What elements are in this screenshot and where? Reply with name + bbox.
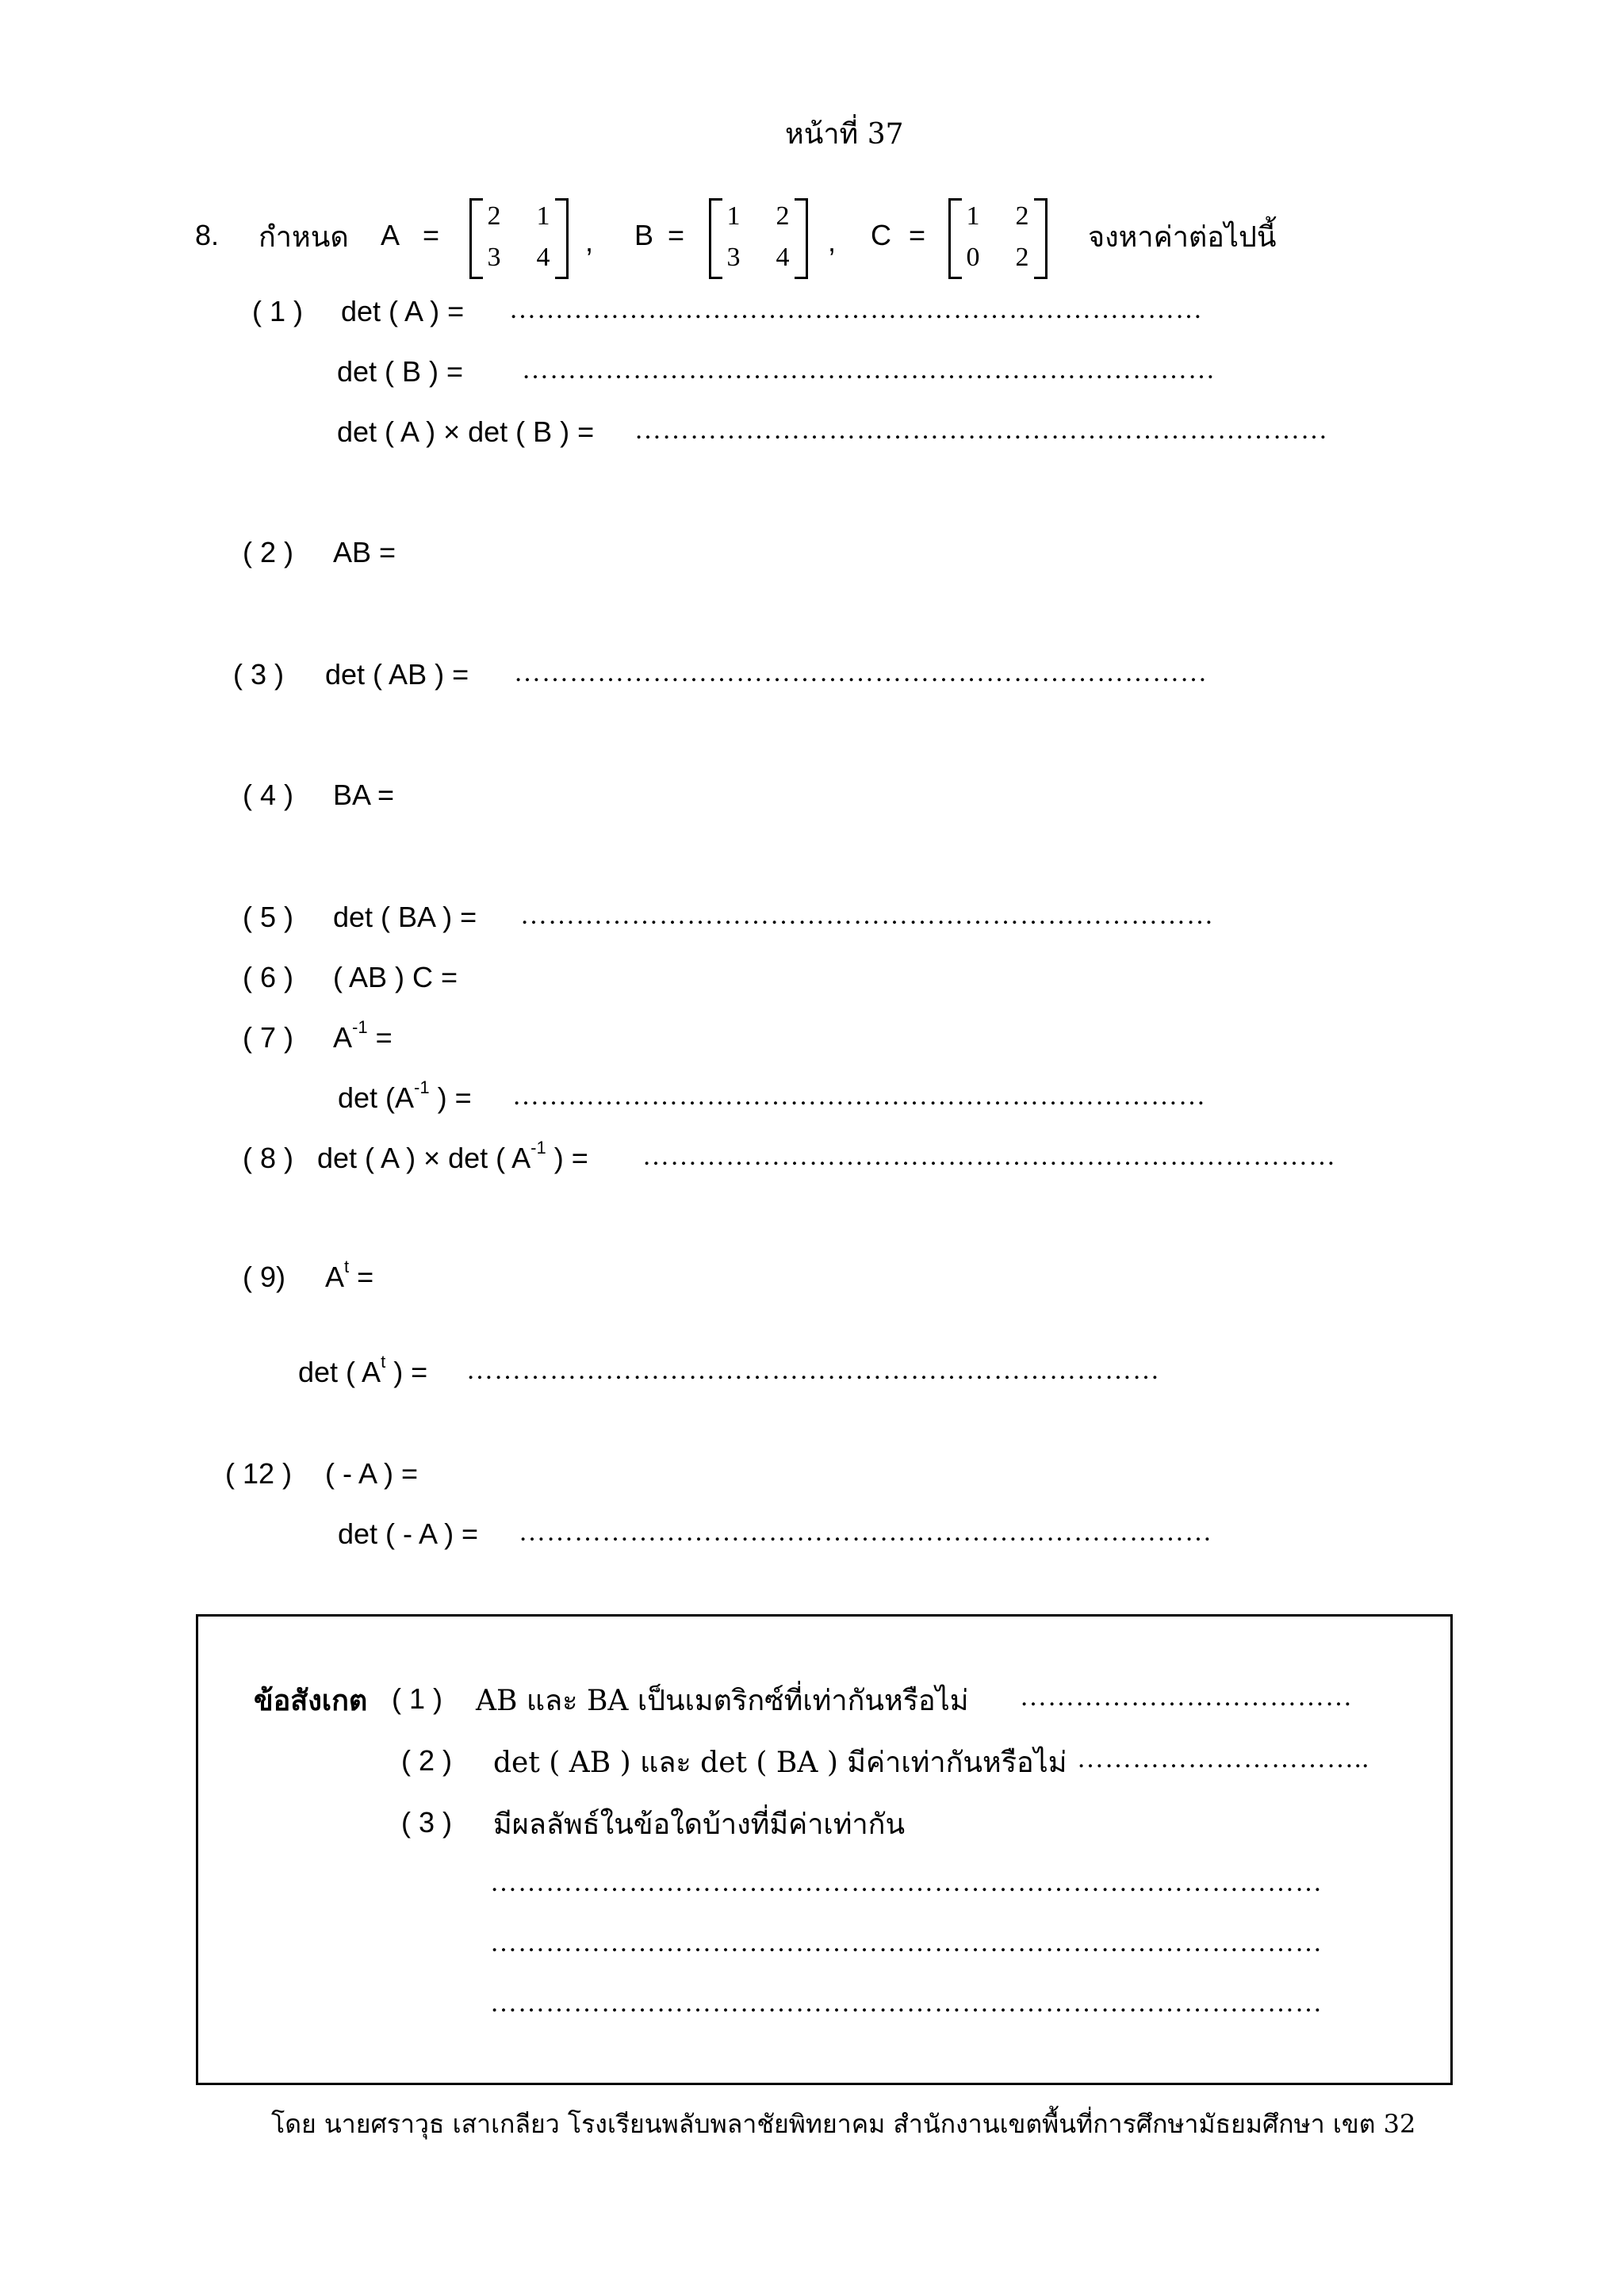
item-5-expression: det ( BA ) = (333, 901, 477, 933)
item-12-expression: ( - A ) = (325, 1457, 419, 1490)
matrix-a-equals: = (423, 219, 440, 251)
matrix-c-cell: 0 (966, 243, 980, 272)
matrix-c-name: C (871, 219, 891, 251)
answer-dots: ………………………………………………………………… (520, 901, 1214, 930)
item-1c-expression: det ( A ) × det ( B ) = (337, 415, 595, 448)
item-label: ( 3 ) (233, 658, 285, 691)
matrix-b-cell: 3 (726, 243, 741, 272)
matrix-c-cell: 1 (966, 201, 980, 231)
item-6-expression: ( AB ) C = (333, 961, 458, 993)
item-label: ( 9) (243, 1261, 285, 1293)
observation-q2: det ( AB ) และ det ( BA ) มีค่าเท่ากันหรือไม่ (493, 1747, 1067, 1779)
item-2-expression: AB = (333, 536, 396, 568)
question-number: 8. (195, 219, 220, 251)
item-label: ( 4 ) (243, 779, 294, 811)
observation-title: ข้อสังเกต (254, 1684, 368, 1717)
item-4-expression: BA = (333, 779, 395, 811)
observation-q1: AB และ BA เป็นเมตริกซ์ที่เท่ากันหรือไม่ (476, 1685, 969, 1717)
answer-dots: ………………………………………………………………… (642, 1142, 1336, 1171)
matrix-a-cell: 1 (536, 201, 550, 231)
matrix-a-right-bracket (555, 198, 569, 279)
matrix-b-cell: 1 (726, 201, 741, 231)
item-label: ( 8 ) (243, 1142, 294, 1174)
answer-dots: ………………………………………………………………… (512, 1081, 1206, 1111)
matrix-b-right-bracket (795, 198, 808, 279)
matrix-a-cell: 3 (487, 243, 501, 272)
separator-comma: , (585, 225, 594, 258)
observation-label: ( 2 ) (401, 1744, 453, 1777)
matrix-c-right-bracket (1034, 198, 1048, 279)
matrix-c-left-bracket (948, 198, 962, 279)
answer-line: ……………………………………………………………………………… (490, 1868, 1323, 1897)
item-label: ( 1 ) (252, 295, 304, 327)
answer-line: ……………………………………………………………………………… (490, 1928, 1323, 1957)
item-12b-expression: det ( - A ) = (338, 1517, 479, 1550)
item-1a-expression: det ( A ) = (341, 295, 465, 327)
item-label: ( 7 ) (243, 1021, 294, 1054)
answer-dots: ………………………………………………………………… (509, 295, 1203, 324)
matrix-b-cell: 4 (776, 243, 790, 272)
item-7-expression: $A^{-1}$ = (333, 1017, 393, 1054)
item-9b-expression: det ( $A^t$ ) = (298, 1352, 428, 1388)
item-label: ( 5 ) (243, 901, 294, 933)
item-7b-expression: $\det (A^{-1}$ ) = (338, 1077, 472, 1114)
separator-comma: , (828, 225, 837, 258)
matrix-a-name: A (381, 219, 400, 251)
item-label: ( 2 ) (243, 536, 294, 568)
answer-dots: ………………………………………………………………… (519, 1517, 1212, 1547)
matrix-b-name: B (634, 219, 654, 251)
answer-dots: ………………………………………………………………… (466, 1356, 1160, 1385)
footer-credit: โดย นายศราวุธ เสาเกลียว โรงเรียนพลับพลาชัยพิทยาคม สำนักงานเขตพื้นที่การศึกษามัธยมศึกษา เขต 32 (271, 2109, 1416, 2139)
matrix-a-left-bracket (469, 198, 483, 279)
answer-line: ……………………………………………………………………………… (490, 1988, 1323, 2018)
answer-dots: ………………………………………………………………… (634, 415, 1328, 445)
question-intro: กำหนด (259, 221, 349, 254)
observation-label: ( 1 ) (392, 1682, 443, 1715)
matrix-a-cell: 4 (536, 243, 550, 272)
item-3-expression: det ( AB ) = (325, 658, 469, 691)
item-1b-expression: det ( B ) = (337, 355, 464, 388)
item-label: ( 12 ) (225, 1457, 293, 1490)
item-8-expression: det ( A ) × det ( $A^{-1}$ ) = (317, 1138, 588, 1174)
answer-dots: ………………………………………………………………… (522, 355, 1216, 385)
matrix-c-cell: 2 (1015, 243, 1029, 272)
observation-q3: มีผลลัพธ์ในข้อใดบ้างที่มีค่าเท่ากัน (493, 1808, 906, 1841)
matrix-b-left-bracket (709, 198, 722, 279)
answer-dots: ………………………….. (1077, 1744, 1369, 1774)
answer-dots: ……………………………… (1020, 1682, 1353, 1712)
matrix-b-equals: = (668, 219, 685, 251)
page-number: หน้าที่ 37 (785, 118, 904, 151)
observation-label: ( 3 ) (401, 1806, 453, 1839)
matrix-c-cell: 2 (1015, 201, 1029, 231)
answer-dots: ………………………………………………………………… (514, 658, 1208, 687)
item-9-expression: $A^t$ = (325, 1257, 374, 1293)
matrix-b-cell: 2 (776, 201, 790, 231)
matrix-c-equals: = (909, 219, 926, 251)
matrix-a-cell: 2 (487, 201, 501, 231)
question-instruction: จงหาค่าต่อไปนี้ (1088, 221, 1277, 254)
item-label: ( 6 ) (243, 961, 294, 993)
